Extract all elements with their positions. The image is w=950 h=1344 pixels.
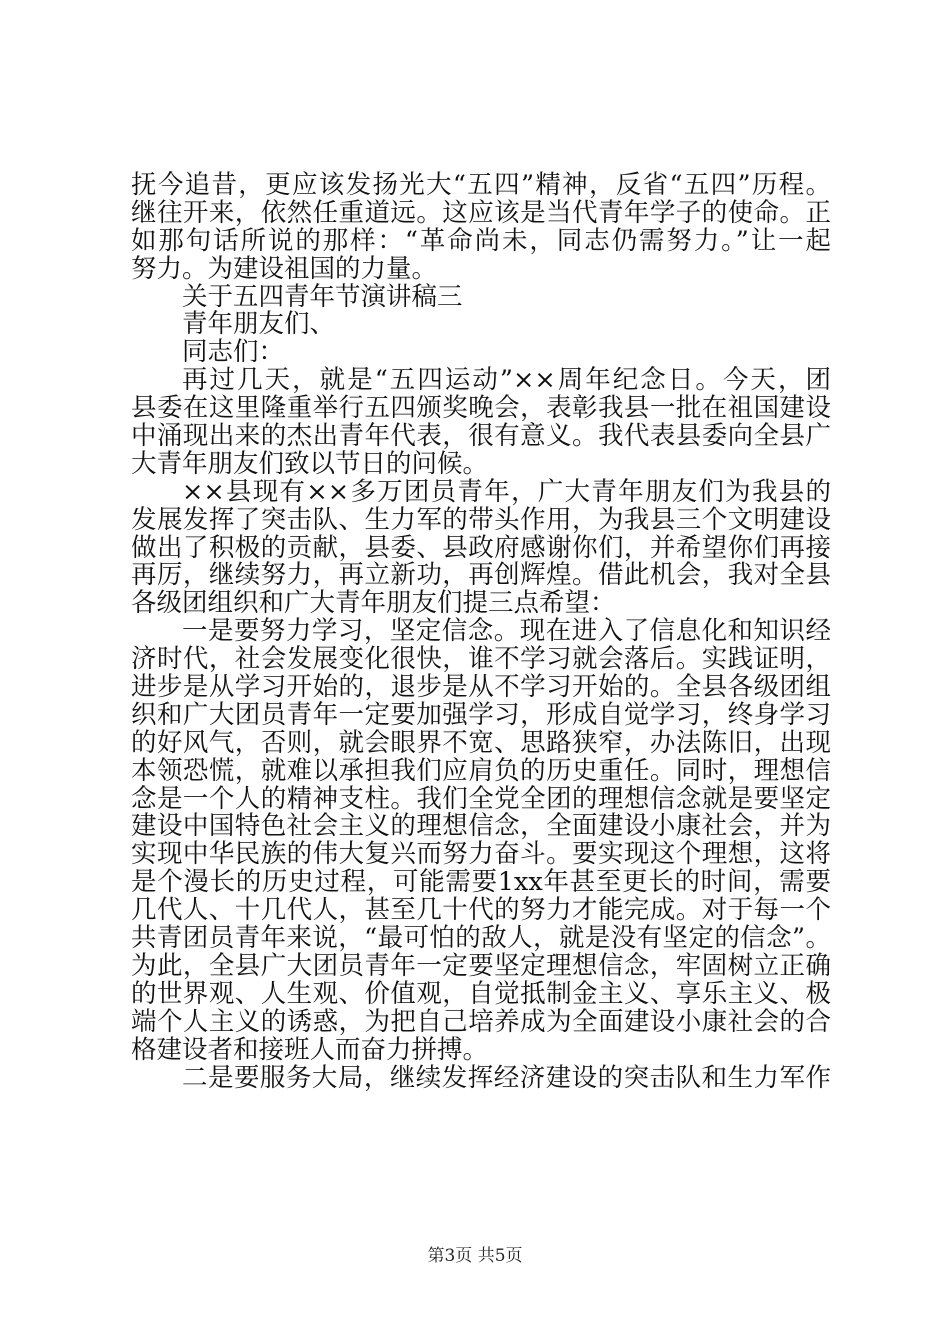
text-line: 济时代，社会发展变化很快，谁不学习就会落后。实践证明， <box>131 644 831 675</box>
text-line: 中涌现出来的杰出青年代表，很有意义。我代表县委向全县广 <box>131 421 831 452</box>
text-line: 为此，全县广大团员青年一定要坚定理想信念，牢固树立正确 <box>131 950 831 981</box>
text-line: 再厉，继续努力，再立新功，再创辉煌。借此机会，我对全县 <box>131 560 831 591</box>
text-line: 发展发挥了突击队、生力军的带头作用，为我县三个文明建设 <box>131 504 831 535</box>
text-line: 一是要努力学习，坚定信念。现在进入了信息化和知识经 <box>182 616 831 647</box>
text-line: 二是要服务大局，继续发挥经济建设的突击队和生力军作 <box>182 1062 831 1093</box>
text-line: 青年朋友们、 <box>182 309 336 340</box>
text-line: 抚今追昔，更应该发扬光大“五四”精神，反省“五四”历程。 <box>131 170 831 200</box>
text-line: 的好风气，否则，就会眼界不宽、思路狭窄，办法陈旧，出现 <box>131 727 831 758</box>
text-line: 各级团组织和广大青年朋友们提三点希望： <box>131 588 616 619</box>
text-line: 是个漫长的历史过程，可能需要1xx年甚至更长的时间，需要 <box>131 867 831 898</box>
text-line: 几代人、十几代人，甚至几十代的努力才能完成。对于每一个 <box>131 895 831 926</box>
text-line: 努力。为建设祖国的力量。 <box>131 253 438 284</box>
text-line: 格建设者和接班人而奋力拼搏。 <box>131 1034 489 1065</box>
text-line: 关于五四青年节演讲稿三 <box>182 281 463 312</box>
text-line: 的世界观、人生观、价值观，自觉抵制金主义、享乐主义、极 <box>131 978 831 1009</box>
text-line: 建设中国特色社会主义的理想信念，全面建设小康社会，并为 <box>131 811 831 842</box>
text-line: 端个人主义的诱惑，为把自己培养成为全面建设小康社会的合 <box>131 1006 831 1037</box>
text-line: 同志们： <box>182 337 285 368</box>
text-line: 共青团员青年来说，“最可怕的敌人，就是没有坚定的信念”。 <box>131 923 831 954</box>
text-line: 大青年朋友们致以节日的问候。 <box>131 448 489 479</box>
text-line: 如那句话所说的那样：“革命尚未，同志仍需努力。”让一起 <box>131 225 831 256</box>
text-line: 织和广大团员青年一定要加强学习，形成自觉学习，终身学习 <box>131 699 831 730</box>
text-line: 念是一个人的精神支柱。我们全党全团的理想信念就是要坚定 <box>131 783 831 814</box>
text-line: 实现中华民族的伟大复兴而努力奋斗。要实现这个理想，这将 <box>131 839 831 870</box>
text-line: 继往开来，依然任重道远。这应该是当代青年学子的使命。正 <box>131 197 831 228</box>
page-number: 第3页 共5页 <box>427 1246 523 1266</box>
text-line: ××县现有××多万团员青年，广大青年朋友们为我县的 <box>182 476 831 507</box>
document-body <box>131 172 831 1092</box>
text-line: 本领恐慌，就难以承担我们应肩负的历史重任。同时，理想信 <box>131 755 831 786</box>
text-line: 做出了积极的贡献，县委、县政府感谢你们，并希望你们再接 <box>131 532 831 563</box>
text-line: 进步是从学习开始的，退步是从不学习开始的。全县各级团组 <box>131 672 831 703</box>
text-line: 再过几天，就是“五四运动”××周年纪念日。今天，团 <box>182 365 831 396</box>
text-line: 县委在这里隆重举行五四颁奖晚会，表彰我县一批在祖国建设 <box>131 393 831 424</box>
